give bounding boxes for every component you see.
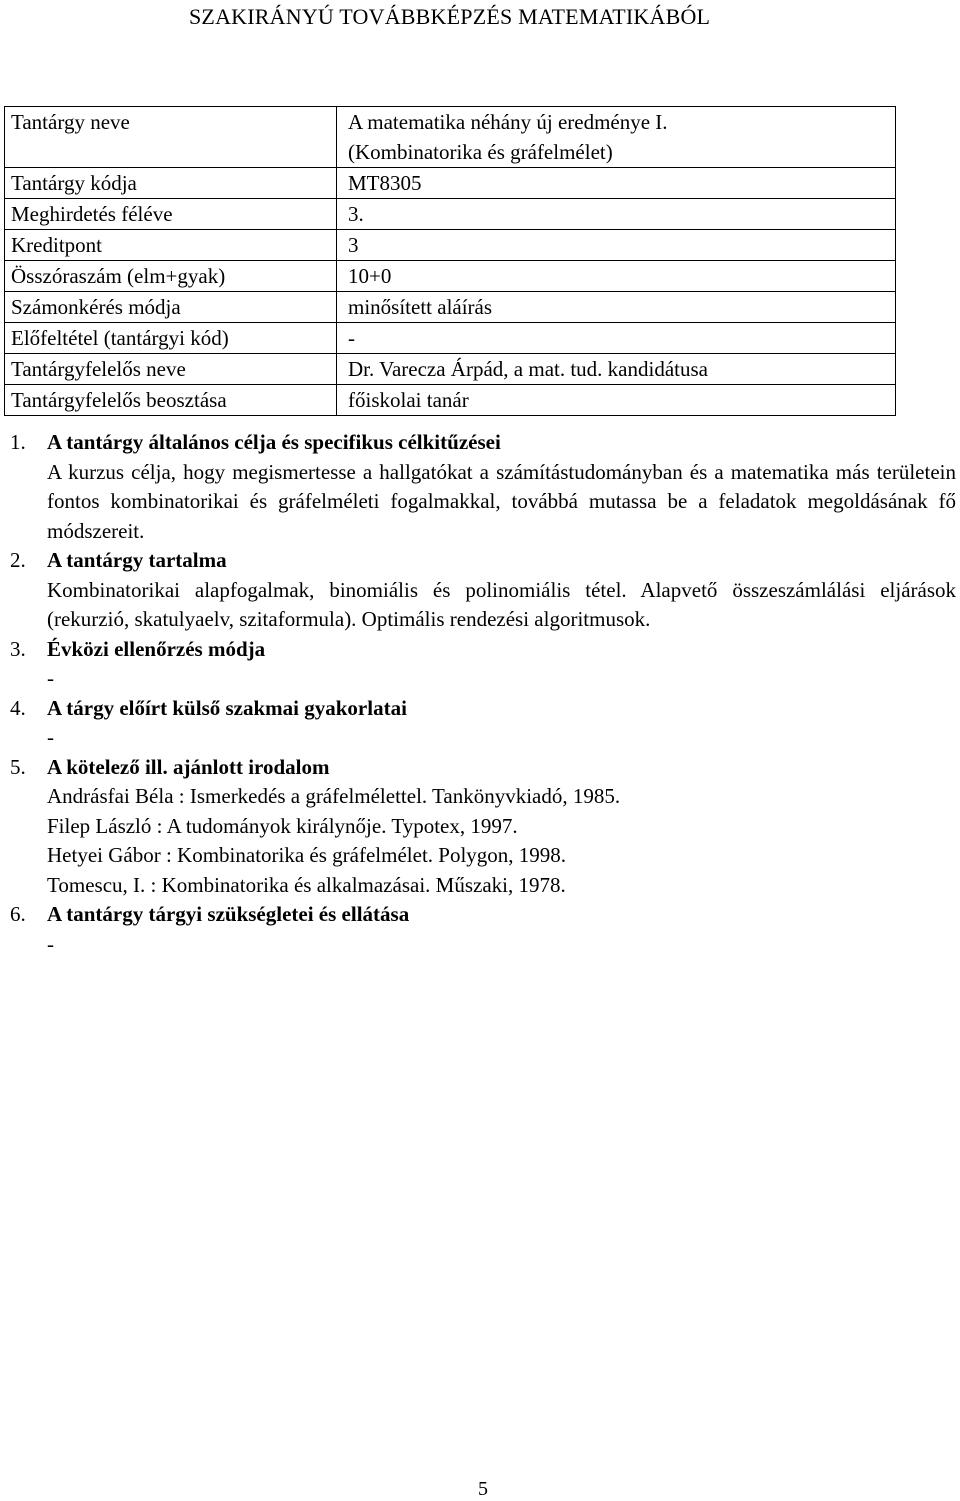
responsible-position-label: Tantárgyfelelős beosztása <box>5 385 337 416</box>
section-number: 3. <box>10 636 26 661</box>
reference-item: Hetyei Gábor : Kombinatorika és gráfelmélet. Polygon, 1998. <box>47 843 567 867</box>
section-number: 1. <box>10 430 26 454</box>
course-name-value <box>337 107 896 168</box>
total-hours-value: 10+0 <box>337 261 896 292</box>
section-requirements <box>10 900 956 959</box>
section-literature <box>10 753 956 901</box>
table-row <box>5 199 896 230</box>
semester-label: Meghirdetés féléve <box>5 199 337 230</box>
responsible-position-value: főiskolai tanár <box>337 385 896 416</box>
section-objectives <box>10 428 956 546</box>
section-body: Kombinatorikai alapfogalmak, binomiális és polinomiális tétel. Alapvető összeszámlálási eljárások (rekurzió, skatulyaelv, szitaformula). Optimális rendezési algoritmusok. <box>47 577 956 631</box>
semester-value: 3. <box>337 199 896 230</box>
section-number: 2. <box>10 548 26 572</box>
reference-item: Filep László : A tudományok királynője. Typotex, 1997. <box>47 813 518 838</box>
assessment-value: minősített aláírás <box>337 292 896 323</box>
table-row <box>5 323 896 354</box>
table-row <box>5 107 896 168</box>
assessment-label: Számonkérés módja <box>5 292 337 323</box>
course-name-line: A matematika néhány új eredménye I. <box>348 110 668 134</box>
table-row <box>5 354 896 385</box>
table-row <box>5 385 896 416</box>
section-body: A kurzus célja, hogy megismertesse a hallgatókat a számítástudományban és a matematika más területein fontos kombinatorikai és gráfelméleti fogalmakkal, továbbá mutassa be a feladatok megoldásának fő módszereit. <box>47 459 956 543</box>
reference-item: Tomescu, I. : Kombinatorika és alkalmazásai. Műszaki, 1978. <box>47 872 566 897</box>
course-name-label: Tantárgy neve <box>5 107 337 168</box>
section-external-practice <box>10 694 956 753</box>
responsible-name-label: Tantárgyfelelős neve <box>5 354 337 385</box>
course-info-table <box>4 106 896 416</box>
page-number: 5 <box>478 1478 488 1500</box>
credit-value: 3 <box>337 230 896 261</box>
section-midterm-assessment <box>10 635 956 694</box>
table-row <box>5 292 896 323</box>
section-title: A tantárgy tárgyi szükségletei és ellátása <box>47 902 410 926</box>
total-hours-label: Összóraszám (elm+gyak) <box>5 261 337 292</box>
course-sections <box>10 428 956 959</box>
section-content <box>10 546 956 635</box>
section-number: 6. <box>10 902 26 926</box>
section-title: A tantárgy általános célja és specifikus célkitűzései <box>47 430 501 454</box>
course-code-value: MT8305 <box>337 168 896 199</box>
section-number: 4. <box>10 695 26 720</box>
section-body: - <box>47 666 54 690</box>
prerequisite-value: - <box>337 323 896 354</box>
course-code-label: Tantárgy kódja <box>5 168 337 199</box>
page-header-title: SZAKIRÁNYÚ TOVÁBBKÉPZÉS MATEMATIKÁBÓL <box>189 4 711 29</box>
section-title: A tantárgy tartalma <box>47 548 227 572</box>
course-name-line: (Kombinatorika és gráfelmélet) <box>348 140 613 164</box>
credit-label: Kreditpont <box>5 230 337 261</box>
section-body: - <box>47 931 54 956</box>
section-number: 5. <box>10 754 26 779</box>
section-title: Évközi ellenőrzés módja <box>47 636 266 661</box>
section-body: - <box>47 725 54 749</box>
prerequisite-label: Előfeltétel (tantárgyi kód) <box>5 323 337 354</box>
responsible-name-value: Dr. Varecza Árpád, a mat. tud. kandidátusa <box>337 354 896 385</box>
reference-item: Andrásfai Béla : Ismerkedés a gráfelmélettel. Tankönyvkiadó, 1985. <box>47 784 621 808</box>
section-title: A kötelező ill. ajánlott irodalom <box>47 754 330 779</box>
table-row <box>5 261 896 292</box>
section-title: A tárgy előírt külső szakmai gyakorlatai <box>47 695 407 720</box>
table-row <box>5 168 896 199</box>
table-row <box>5 230 896 261</box>
